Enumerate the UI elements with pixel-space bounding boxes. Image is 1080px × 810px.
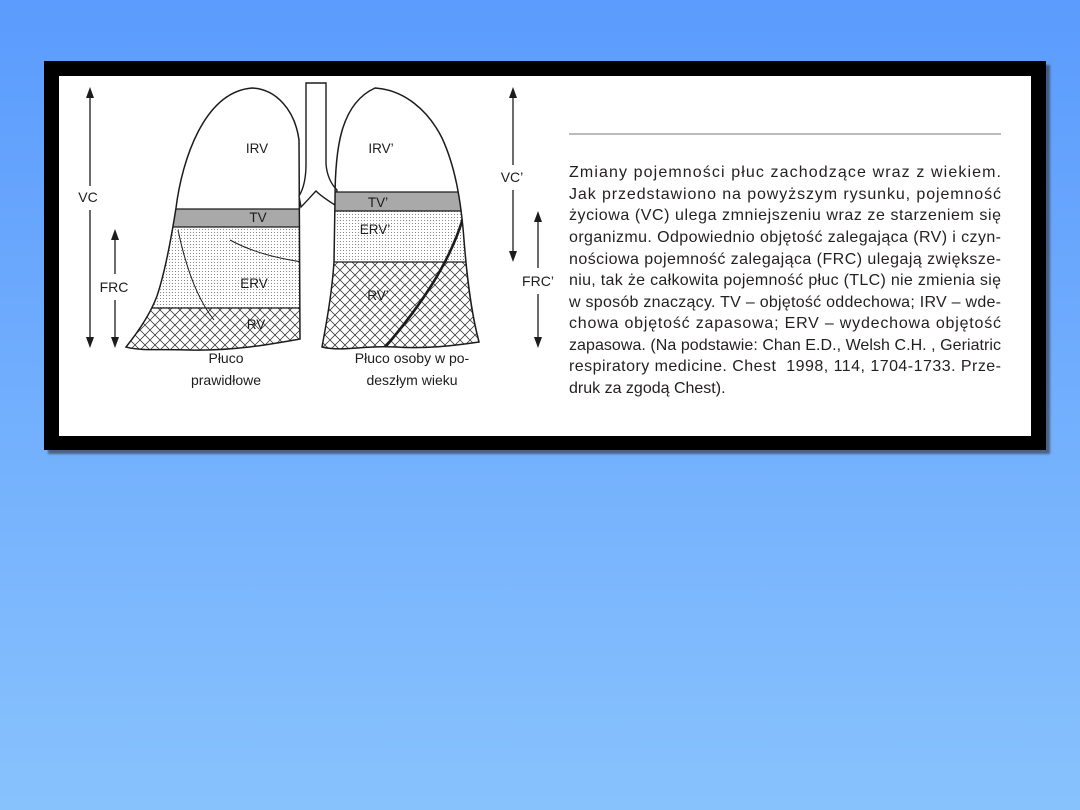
aged-lung-caption-line-1: Płuco osoby w po- <box>354 350 470 366</box>
aged-rv-region <box>315 262 485 357</box>
description-line: niu, tak że całkowita pojemność płuc (TLC) nie zmienia się <box>569 272 1001 289</box>
aged-lung-caption-line-2: deszłym wieku <box>366 372 458 388</box>
description-line: chowa objętość zapasowa; ERV – wydechowa objętość <box>569 315 1001 332</box>
normal-erv-label: ERV <box>240 276 268 291</box>
description-line: Zmiany pojemności płuc zachodzące wraz z wiekiem. <box>569 164 1001 181</box>
figure-description <box>568 164 1001 397</box>
aged-rv-label: RV’ <box>367 288 389 303</box>
vc-arrow-bottom-head <box>86 337 94 348</box>
aged-lung <box>315 88 485 357</box>
description-line: Jak przedstawiono na powyższym rysunku, pojemność <box>569 186 1001 203</box>
frc-arrow <box>100 229 129 348</box>
normal-irv-label: IRV <box>245 141 269 156</box>
vc-prime-label: VC’ <box>500 169 524 185</box>
description-line: nościowa pojemność zalegająca (FRC) ulegają zwiększe- <box>569 251 1001 268</box>
frc-prime-label: FRC’ <box>522 273 554 289</box>
frc-prime-arrow-bottom-head <box>534 337 542 348</box>
vc-prime-arrow <box>501 87 524 262</box>
frc-arrow-bottom-head <box>111 337 119 348</box>
trachea <box>299 83 337 207</box>
aged-erv-label: ERV’ <box>359 222 391 237</box>
normal-lung-caption-line-1: Płuco <box>208 350 244 366</box>
normal-tv-band <box>120 209 310 227</box>
normal-erv-region <box>120 227 310 308</box>
vc-label: VC <box>78 189 98 205</box>
normal-lung-caption-line-2: prawidłowe <box>190 372 262 388</box>
aged-irv-label: IRV’ <box>368 141 394 156</box>
normal-rv-label: RV <box>246 317 266 332</box>
normal-lung <box>120 88 310 358</box>
description-line: organizmu. Odpowiednio objętość zalegająca (RV) i czyn- <box>569 229 1001 246</box>
aged-tv-label: TV’ <box>367 195 389 210</box>
description-line: druk za zgodą Chest). <box>569 380 726 397</box>
description-line: w sposób znaczący. TV – objętość oddechowa; IRV – wde- <box>569 294 1001 311</box>
frc-prime-arrow <box>522 211 554 348</box>
normal-tv-label: TV <box>249 210 267 225</box>
frc-label: FRC <box>99 279 129 295</box>
vc-prime-arrow-bottom-head <box>509 251 517 262</box>
vc-arrow <box>78 87 97 348</box>
description-line: zapasowa. (Na podstawie: Chan E.D., Welsh C.H. , Geriatric <box>569 337 1001 354</box>
description-line: respiratory medicine. Chest 1998, 114, 1704-1733. Prze- <box>569 358 1001 375</box>
description-line: życiowa (VC) ulega zmniejszeniu wraz ze starzeniem się <box>569 207 1001 224</box>
aged-erv-region <box>315 211 485 262</box>
